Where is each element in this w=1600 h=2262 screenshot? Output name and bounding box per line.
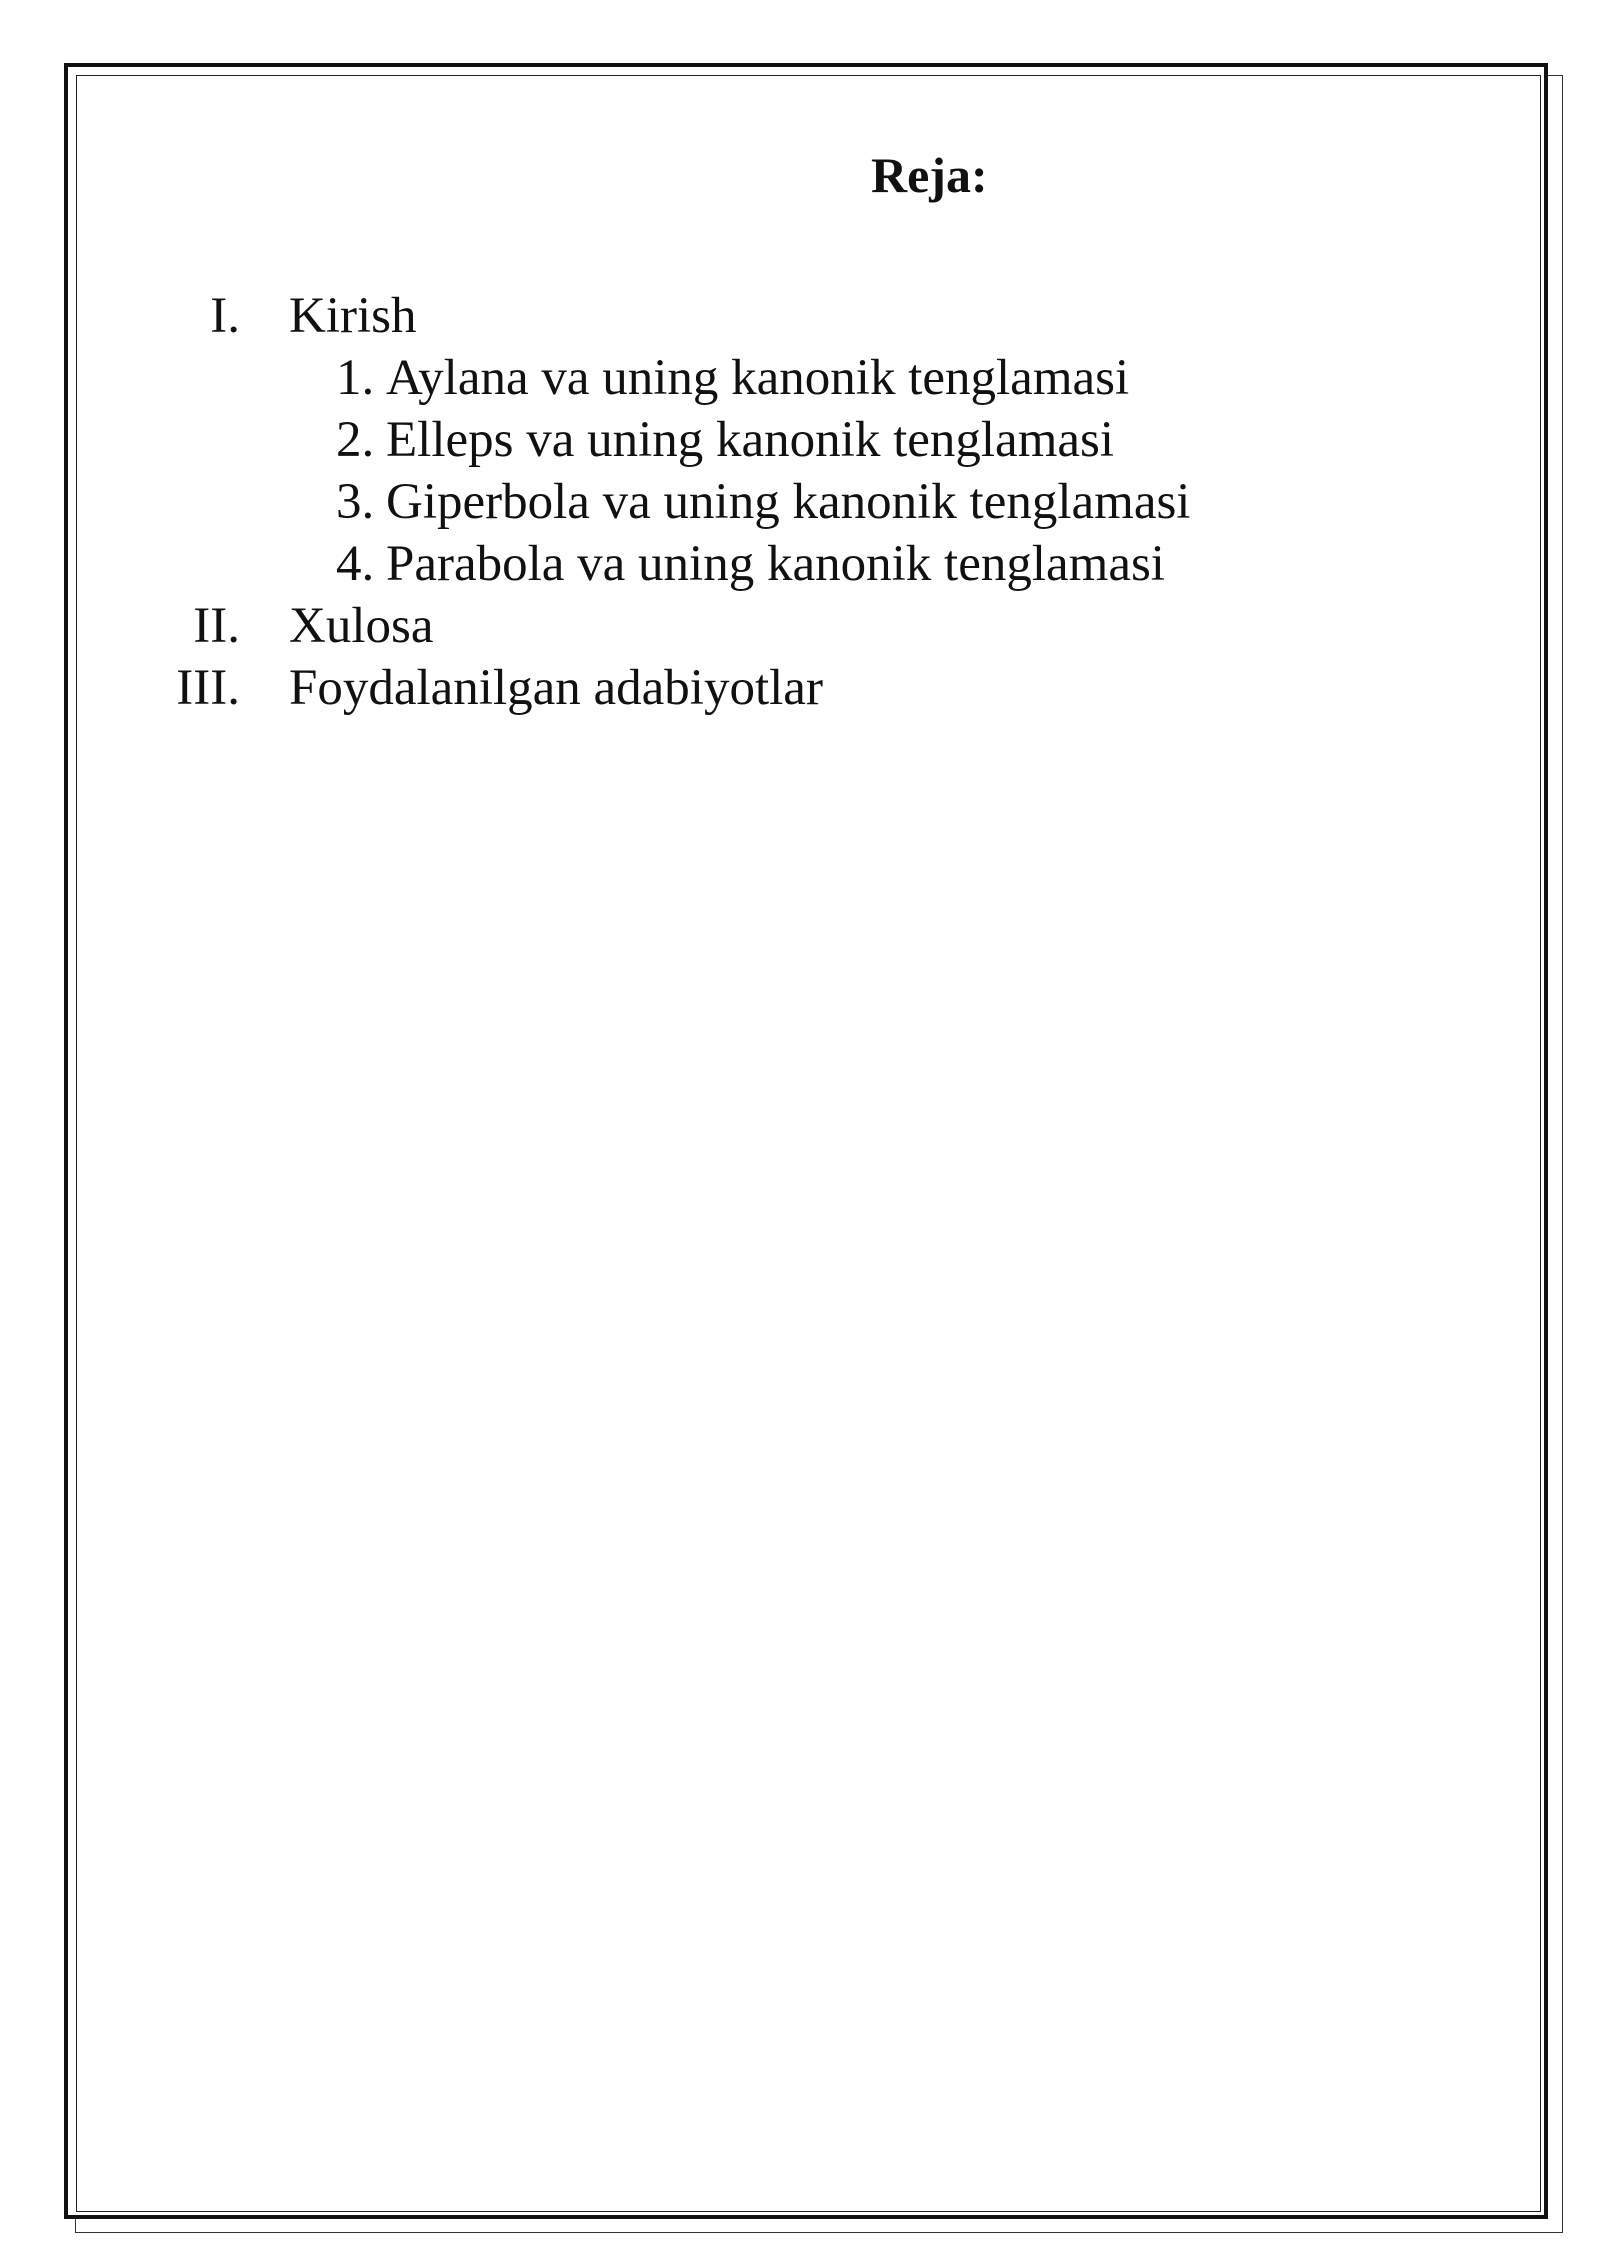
section-number: III. [176,660,240,716]
section-number: II. [193,598,240,654]
subitem-number: 4. [336,536,375,592]
section-label: Kirish [289,288,417,344]
subitem-label: Aylana va uning kanonik tenglamasi [386,350,1130,406]
section-label: Foydalanilgan adabiyotlar [289,660,823,716]
subitem-label: Elleps va uning kanonik tenglamasi [386,412,1115,468]
subitem-label: Parabola va uning kanonik tenglamasi [386,536,1165,592]
section-label: Xulosa [289,598,434,654]
subitem-number: 2. [336,412,375,468]
subitem-number: 1. [336,350,375,406]
subitem-number: 3. [336,474,375,530]
section-number: I. [210,288,240,344]
subitem-label: Giperbola va uning kanonik tenglamasi [386,474,1191,530]
plan-title: Reja: [871,147,988,203]
